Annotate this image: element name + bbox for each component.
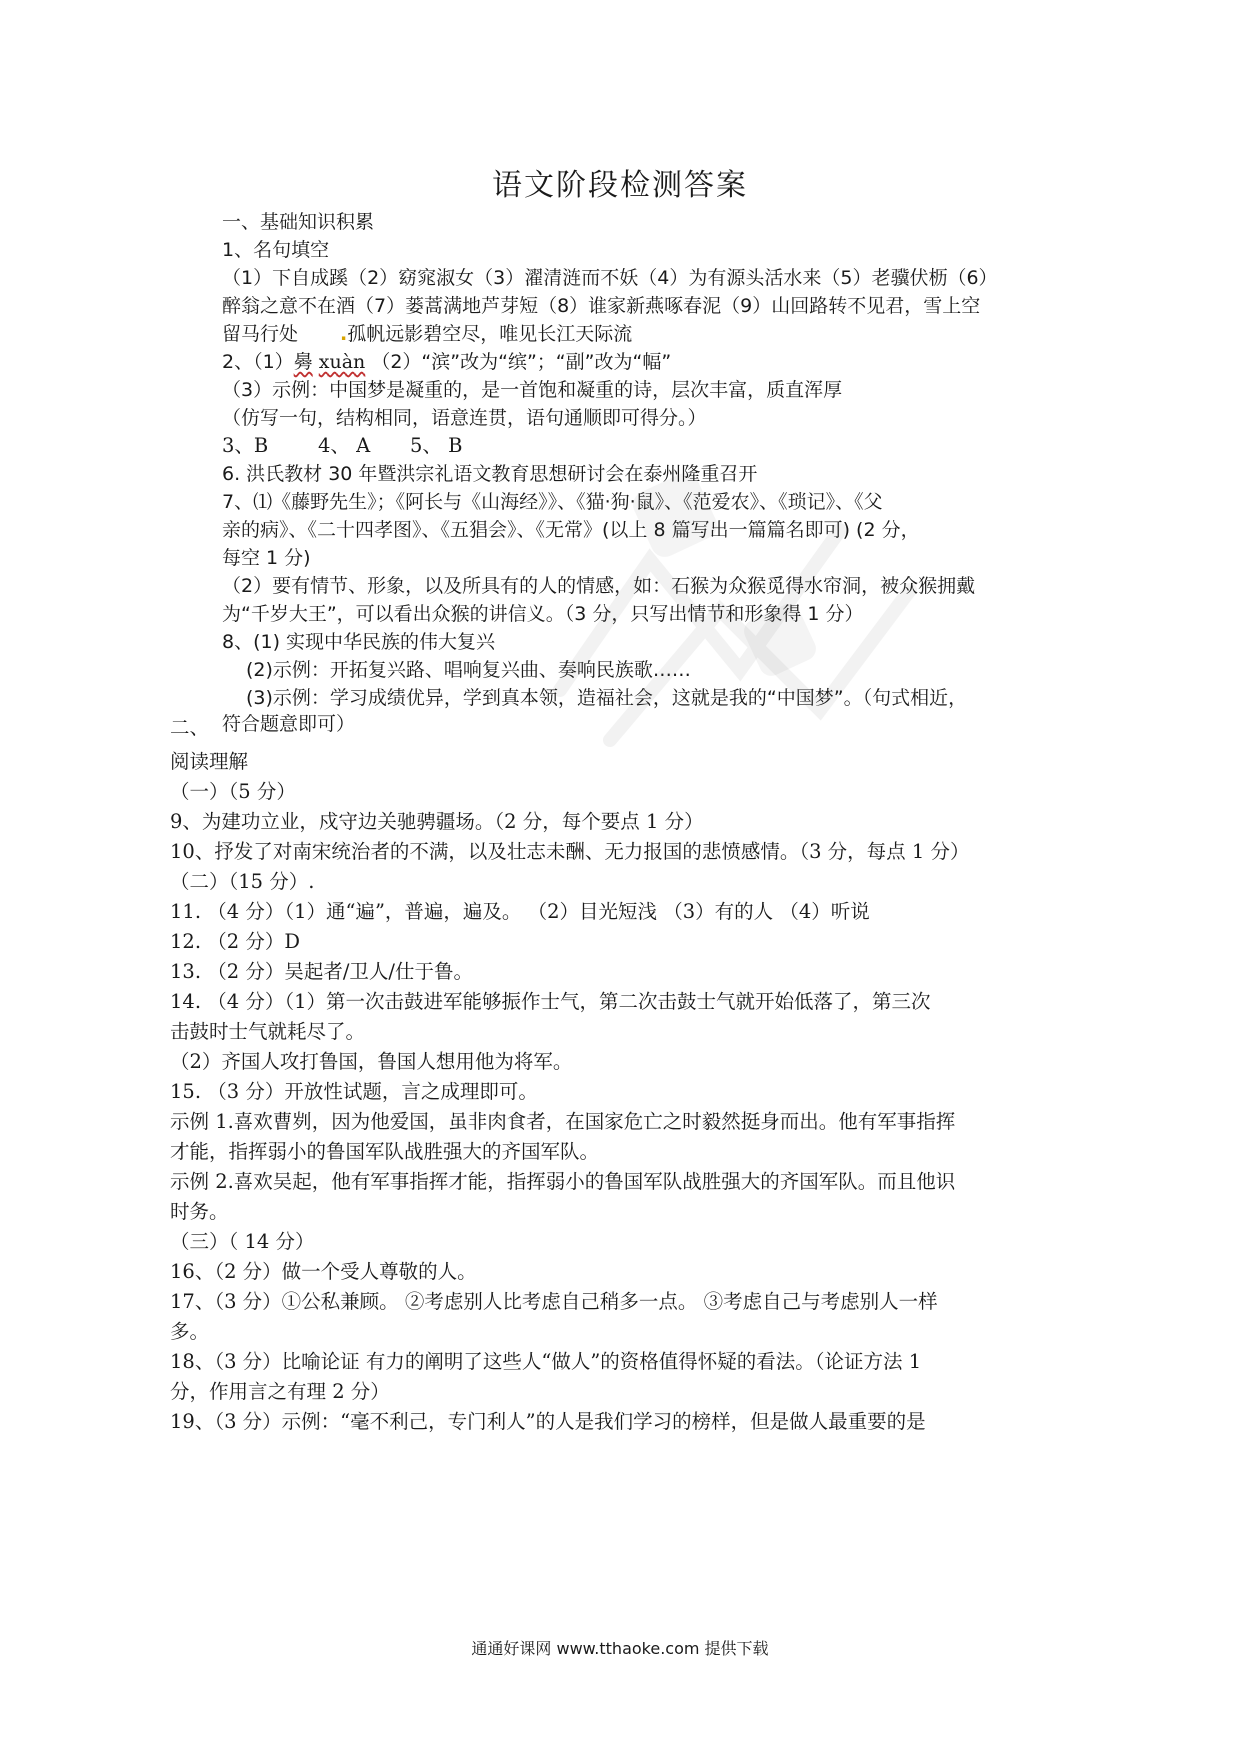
- answer-line: 示例 2.喜欢吴起，他有军事指挥才能，指挥弱小的鲁国军队战胜强大的齐国军队。而且他识: [170, 1170, 956, 1193]
- section-number: 二、: [170, 716, 210, 739]
- answer-line: 8、(1) 实现中华民族的伟大复兴: [222, 631, 496, 653]
- section-heading: 阅读理解: [170, 750, 249, 773]
- answer-line: 符合题意即可）: [222, 713, 356, 735]
- answer-line: 19、（3 分）示例：“毫不利己，专门利人”的人是我们学习的榜样，但是做人最重要的是: [170, 1410, 926, 1433]
- part-heading: （二）（15 分）.: [170, 870, 315, 893]
- part-heading: （三）（ 14 分）: [170, 1230, 315, 1253]
- answer-line: （3）示例：中国梦是凝重的，是一首饱和凝重的诗，层次丰富，质直浑厚: [222, 379, 843, 401]
- answer-line: 10、抒发了对南宋统治者的不满，以及壮志未酬、无力报国的悲愤感情。（3 分，每点 1 分）: [170, 840, 970, 863]
- answer-line: 11. （4 分）（1）通“遍”，普遍，遍及。 （2）目光短浅 （3）有的人 （4）听说: [170, 900, 870, 923]
- answer-line: (2)示例：开拓复兴路、唱响复兴曲、奏响民族歌……: [246, 659, 691, 681]
- answer-line: 时务。: [170, 1200, 229, 1223]
- answer-line: 为“千岁大王”，可以看出众猴的讲信义。（3 分，只写出情节和形象得 1 分）: [222, 603, 864, 625]
- answer-line: 击鼓时士气就耗尽了。: [170, 1020, 366, 1043]
- answer-text: 孤帆远影碧空尽，唯见长江天际流: [347, 323, 633, 345]
- answer-line: 示例 1.喜欢曹刿，因为他爱国，虽非肉食者，在国家危亡之时毅然挺身而出。他有军事指挥: [170, 1110, 956, 1133]
- answer-line: 4、 A: [318, 434, 371, 457]
- answer-line: （2）要有情节、形象，以及所具有的人的情感，如：石猴为众猴觅得水帘洞，被众猴拥戴: [222, 575, 976, 597]
- answer-line: 18、（3 分）比喻论证 有力的阐明了这些人“做人”的资格值得怀疑的看法。（论证方法 1: [170, 1350, 922, 1373]
- answer-line: 留马行处: [222, 323, 299, 345]
- page-title: 语文阶段检测答案: [492, 168, 748, 203]
- answer-line: 亲的病》、《二十四孝图》、《五猖会》、《无常》(以上 8 篇写出一篇篇名即可) (2 分，: [222, 519, 920, 541]
- answer-line: 13. （2 分）吴起者/卫人/仕于鲁。: [170, 960, 473, 983]
- answer-line: 9、为建功立业，戍守边关驰骋疆场。（2 分，每个要点 1 分）: [170, 810, 704, 833]
- answer-line: 3、B: [222, 434, 269, 457]
- section-heading: 一、基础知识积累: [222, 211, 375, 233]
- pinyin: xuàn: [318, 351, 366, 373]
- answer-text: （2）“滨”改为“缤”；“副”改为“幅”: [371, 351, 672, 373]
- answer-line: (3)示例：学习成绩优异，学到真本领，造福社会，这就是我的“中国梦”。（句式相近，: [246, 687, 968, 709]
- answer-line: （1）下自成蹊（2）窈窕淑女（3）濯清涟而不妖（4）为有源头活水来（5）老骥伏枥（6）: [222, 267, 998, 289]
- answer-text: 2、（1）: [222, 351, 294, 373]
- answer-line: （仿写一句，结构相同，语意连贯，语句通顺即可得分。）: [222, 407, 707, 429]
- page-footer: 通通好课网 www.tthaoke.com 提供下载: [471, 1639, 769, 1658]
- answer-line: 14. （4 分）（1）第一次击鼓进军能够振作士气，第二次击鼓士气就开始低落了，第三次: [170, 990, 931, 1013]
- answer-line: 5、 B: [410, 434, 463, 457]
- answer-line: 16、（2 分）做一个受人尊敬的人。: [170, 1260, 477, 1283]
- answer-line: 分，作用言之有理 2 分）: [170, 1380, 390, 1403]
- answer-line: 12. （2 分）D: [170, 930, 300, 953]
- answer-line: 每空 1 分): [222, 547, 311, 569]
- mark-dot: .: [340, 323, 348, 345]
- answer-line: 才能，指挥弱小的鲁国军队战胜强大的齐国军队。: [170, 1140, 600, 1163]
- answer-line: 6. 洪氏教材 30 年暨洪宗礼语文教育思想研讨会在泰州隆重召开: [222, 463, 758, 485]
- answer-line: 醉翁之意不在酒（7）蒌蒿满地芦芽短（8）谁家新燕啄春泥（9）山回路转不见君，雪上空: [222, 295, 981, 317]
- answer-line: 15. （3 分）开放性试题，言之成理即可。: [170, 1080, 538, 1103]
- answer-char: 臱: [293, 351, 313, 373]
- question-title: 1、名句填空: [222, 239, 330, 261]
- answer-line: 多。: [170, 1320, 210, 1343]
- part-heading: （一）（5 分）: [170, 780, 296, 803]
- answer-line: （2）齐国人攻打鲁国，鲁国人想用他为将军。: [170, 1050, 573, 1073]
- answer-line: 17、（3 分）①公私兼顾。 ②考虑别人比考虑自己稍多一点。 ③考虑自己与考虑别人一样: [170, 1290, 938, 1313]
- answer-line: 7、⑴《藤野先生》；《阿长与《山海经》》、《猫·狗·鼠》、《范爱农》、《琐记》、《父: [222, 491, 883, 513]
